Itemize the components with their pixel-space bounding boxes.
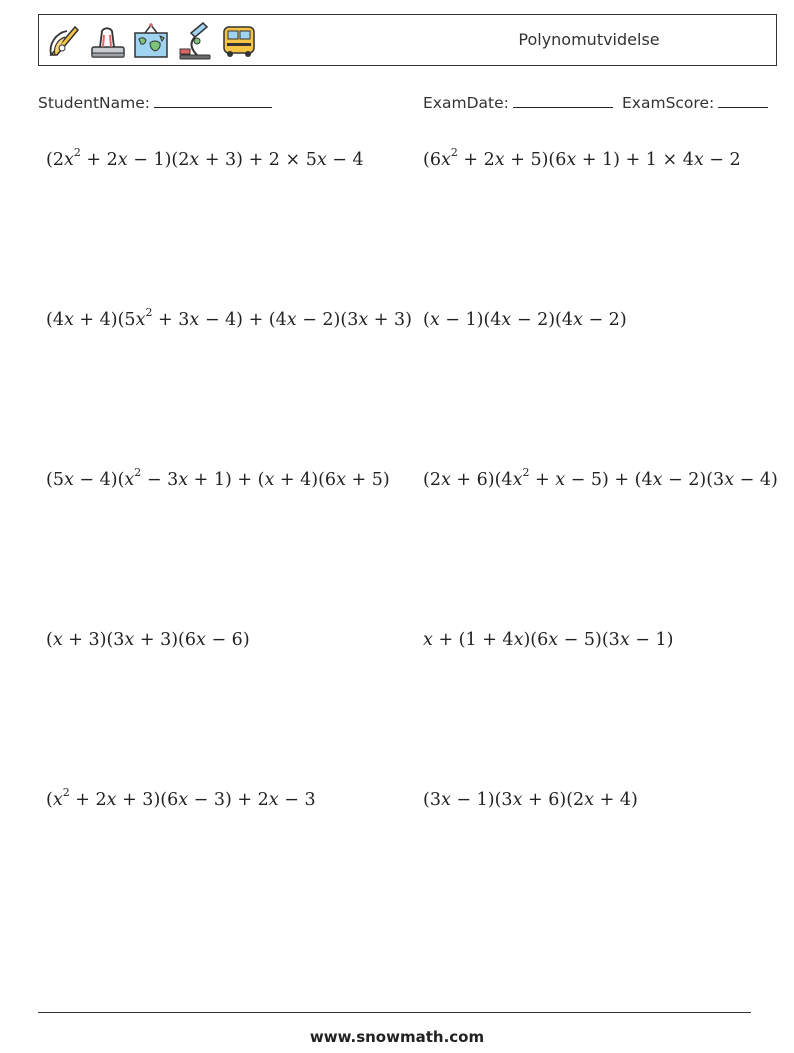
variable-x: x [336, 470, 346, 490]
variable-x: x [52, 630, 63, 650]
variable-x: x [619, 630, 630, 650]
student-name-label: StudentName: [38, 94, 150, 112]
expression-text: − 3) + 2 [188, 790, 269, 810]
expression-text: + (1 + 4 [432, 630, 514, 650]
variable-x: x [555, 470, 566, 490]
footer-divider [38, 1012, 751, 1013]
variable-x: x [440, 470, 451, 490]
expression-text: − 2) [582, 310, 627, 330]
expression-text: − 4) + (4 [199, 310, 287, 330]
student-name-line [154, 93, 272, 108]
protractor-icon [45, 21, 81, 61]
expression-text: − 1)(4 [439, 310, 502, 330]
expression-text: − 4) [734, 470, 778, 490]
world-map-board-icon [133, 21, 169, 61]
variable-x: x [52, 790, 63, 810]
problem-10 [423, 790, 638, 810]
expression-text: − 3 [141, 470, 179, 490]
variable-x: x [316, 150, 327, 170]
expression-text: − 4)( [73, 470, 125, 490]
variable-x: x [268, 790, 279, 810]
variable-x: x [494, 150, 505, 170]
problem-8 [423, 630, 673, 650]
problem-6 [423, 466, 778, 490]
expression-text: + 6)(2 [522, 790, 585, 810]
exam-date-field [423, 93, 613, 112]
exponent: 2 [450, 146, 458, 159]
expression-text: + 1) + ( [188, 470, 265, 490]
expression-text: + 3 [152, 310, 190, 330]
expression-text: + 2 [457, 150, 495, 170]
expression-text: + 4) [594, 790, 638, 810]
expression-text: + 3) [368, 310, 412, 330]
variable-x: x [178, 790, 189, 810]
expression-text: + 3)(3 [62, 630, 125, 650]
variable-x: x [573, 310, 583, 330]
problem-5 [46, 466, 390, 490]
variable-x: x [724, 470, 735, 490]
expression-text: ( [46, 630, 53, 650]
expression-text: + 5)(6 [504, 150, 567, 170]
expression-text: + 5) [345, 470, 390, 490]
problem-9 [46, 786, 316, 810]
expression-text: + 2 [80, 150, 118, 170]
expression-text: + 6)(4 [450, 470, 513, 490]
variable-x: x [423, 630, 433, 650]
problem-1 [46, 146, 364, 170]
variable-x: x [286, 310, 297, 330]
variable-x: x [548, 630, 559, 650]
expression-text: − 3 [278, 790, 316, 810]
variable-x: x [693, 150, 704, 170]
variable-x: x [358, 310, 369, 330]
variable-x: x [584, 790, 595, 810]
expression-text: + 1) + 1 × 4 [576, 150, 694, 170]
exponent: 2 [73, 146, 81, 159]
variable-x: x [429, 310, 440, 330]
expression-text: + 3) + 2 × 5 [199, 150, 317, 170]
header-box [38, 14, 777, 66]
binder-clip-icon [89, 21, 125, 61]
expression-text: − 6) [205, 630, 250, 650]
expression-text: )(6 [523, 630, 549, 650]
exponent: 2 [145, 306, 153, 319]
variable-x: x [501, 310, 512, 330]
expression-text: − 2 [703, 150, 741, 170]
problem-7 [46, 630, 250, 650]
expression-text: ( [46, 790, 53, 810]
student-name-field [38, 93, 272, 112]
expression-text: (2 [46, 150, 64, 170]
variable-x: x [63, 150, 74, 170]
expression-text: (6 [423, 150, 441, 170]
variable-x: x [196, 630, 206, 650]
expression-text: + [529, 470, 556, 490]
school-bus-icon [221, 21, 257, 61]
variable-x: x [652, 470, 663, 490]
expression-text: − 2)(4 [511, 310, 574, 330]
exponent: 2 [522, 466, 530, 479]
header-icons [45, 20, 257, 62]
variable-x: x [124, 630, 135, 650]
expression-text: + 2 [69, 790, 107, 810]
exponent: 2 [62, 786, 70, 799]
problem-4 [423, 310, 627, 330]
expression-text: − 1)(3 [450, 790, 513, 810]
problem-3 [46, 306, 412, 330]
variable-x: x [178, 470, 189, 490]
expression-text: − 2)(3 [662, 470, 725, 490]
expression-text: (5 [46, 470, 64, 490]
variable-x: x [513, 630, 524, 650]
variable-x: x [106, 790, 117, 810]
variable-x: x [566, 150, 577, 170]
variable-x: x [512, 790, 523, 810]
expression-text: − 5)(3 [558, 630, 620, 650]
exam-score-field [622, 93, 768, 112]
variable-x: x [440, 790, 451, 810]
expression-text: − 1)(2 [127, 150, 190, 170]
microscope-icon [177, 21, 213, 61]
variable-x: x [117, 150, 128, 170]
expression-text: − 4 [326, 150, 364, 170]
expression-text: (2 [423, 470, 441, 490]
page-title: Polynomutvidelse [518, 30, 660, 49]
variable-x: x [189, 150, 200, 170]
expression-text: − 2)(3 [296, 310, 359, 330]
exam-date-label: ExamDate: [423, 94, 509, 112]
expression-text: ( [423, 310, 430, 330]
footer-url: www.snowmath.com [309, 1028, 485, 1046]
expression-text: − 5) + (4 [565, 470, 653, 490]
expression-text: + 4)(6 [274, 470, 337, 490]
exam-score-line [718, 93, 768, 108]
exam-score-label: ExamScore: [622, 94, 715, 112]
variable-x: x [124, 470, 135, 490]
expression-text: (4 [46, 310, 64, 330]
problem-2 [423, 146, 741, 170]
expression-text: + 3)(6 [134, 630, 197, 650]
variable-x: x [512, 470, 523, 490]
variable-x: x [440, 150, 451, 170]
expression-text: + 4)(5 [73, 310, 136, 330]
expression-text: (3 [423, 790, 441, 810]
exam-date-line [513, 93, 613, 108]
variable-x: x [63, 470, 74, 490]
variable-x: x [264, 470, 275, 490]
variable-x: x [63, 310, 74, 330]
expression-text: + 3)(6 [116, 790, 179, 810]
exponent: 2 [134, 466, 142, 479]
expression-text: − 1) [629, 630, 674, 650]
variable-x: x [135, 310, 146, 330]
variable-x: x [189, 310, 200, 330]
